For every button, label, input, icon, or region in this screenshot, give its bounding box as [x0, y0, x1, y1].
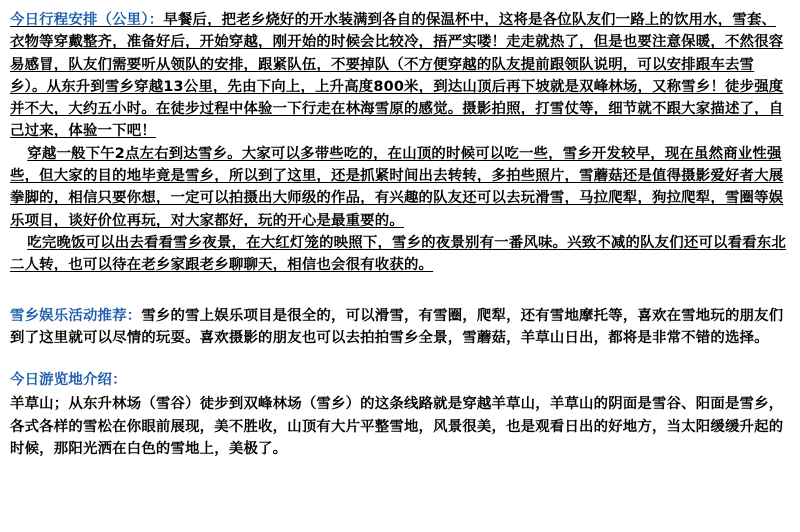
attractions-section [10, 369, 788, 460]
attraction-place-name: 羊草山 [10, 396, 54, 413]
attraction-description: ；从东升林场（雪谷）徒步到双峰林场（雪乡）的这条线路就是穿越羊草山，羊草山的阴面是雪谷、阳面是雪乡，各式各样的雪松在你眼前展现，美不胜收，山顶有大片平整雪地，风景很美，也是观看日出的好地方，当太阳缓缓升起的时候，那阳光洒在白色的雪地上，美极了。 [10, 396, 784, 458]
travel-itinerary-page [10, 9, 788, 460]
entertainment-section [10, 305, 788, 350]
itinerary-text-1: 早餐后，把老乡烧好的开水装满到各自的保温杯中，这将是各位队友们一路上的饮用水，雪套、衣物等穿戴整齐，准备好后，开始穿越，刚开始的时候会比较冷，捂严实喽！走走就热了，但是也要注意保暖，不然很容易感冒，队友们需要听从领队的安排，跟紧队伍，不要掉队（不方便穿越的队友提前跟领队说明，可以安排跟车去雪乡）。从东升到雪乡穿越13公里，先由下向上，上升高度800米，到达山顶后再下坡就是双峰林场，又称雪乡！徒步强度并不大，大约五小时。在徒步过程中体验一下行走在林海雪原的感觉。摄影拍照，打雪仗等，细节就不跟大家描述了，自己过来，体验一下吧！ [10, 12, 784, 140]
itinerary-paragraph-1 [10, 9, 788, 143]
entertainment-text: 雪乡的雪上娱乐项目是很全的，可以滑雪，有雪圈，爬犁，还有雪地摩托等，喜欢在雪地玩的朋友们到了这里就可以尽情的玩耍。喜欢摄影的朋友也可以去拍拍雪乡全景，雪蘑菇，羊草山日出，都将是非常不错的选择。 [10, 307, 784, 346]
itinerary-paragraph-3: 吃完晚饭可以出去看看雪乡夜景，在大红灯笼的映照下，雪乡的夜景别有一番风味。兴致不减的队友们还可以看看东北二人转，也可以待在老乡家跟老乡聊聊天，相信也会很有收获的。 [10, 234, 786, 274]
itinerary-paragraph-2: 穿越一般下午2点左右到达雪乡。大家可以多带些吃的，在山顶的时候可以吃一些，雪乡开发较早，现在虽然商业性强些，但大家的目的地毕竟是雪乡，所以到了这里，还是抓紧时间出去转转，多拍些照片，雪蘑菇还是值得摄影爱好者大展拳脚的，相信只要你想，一定可以拍摄出大师级的作品，有兴趣的队友还可以去玩滑雪，马拉爬犁，狗拉爬犁，雪圈等娱乐项目，谈好价位再玩，对大家都好，玩的开心是最重要的。 [10, 145, 784, 229]
itinerary-heading: 今日行程安排（公里）： [10, 12, 164, 28]
entertainment-heading: 雪乡娱乐活动推荐： [10, 307, 142, 324]
itinerary-section [10, 9, 788, 277]
entertainment-paragraph [10, 305, 788, 350]
attractions-paragraph [10, 393, 788, 460]
attractions-heading: 今日游览地介绍： [10, 372, 127, 389]
